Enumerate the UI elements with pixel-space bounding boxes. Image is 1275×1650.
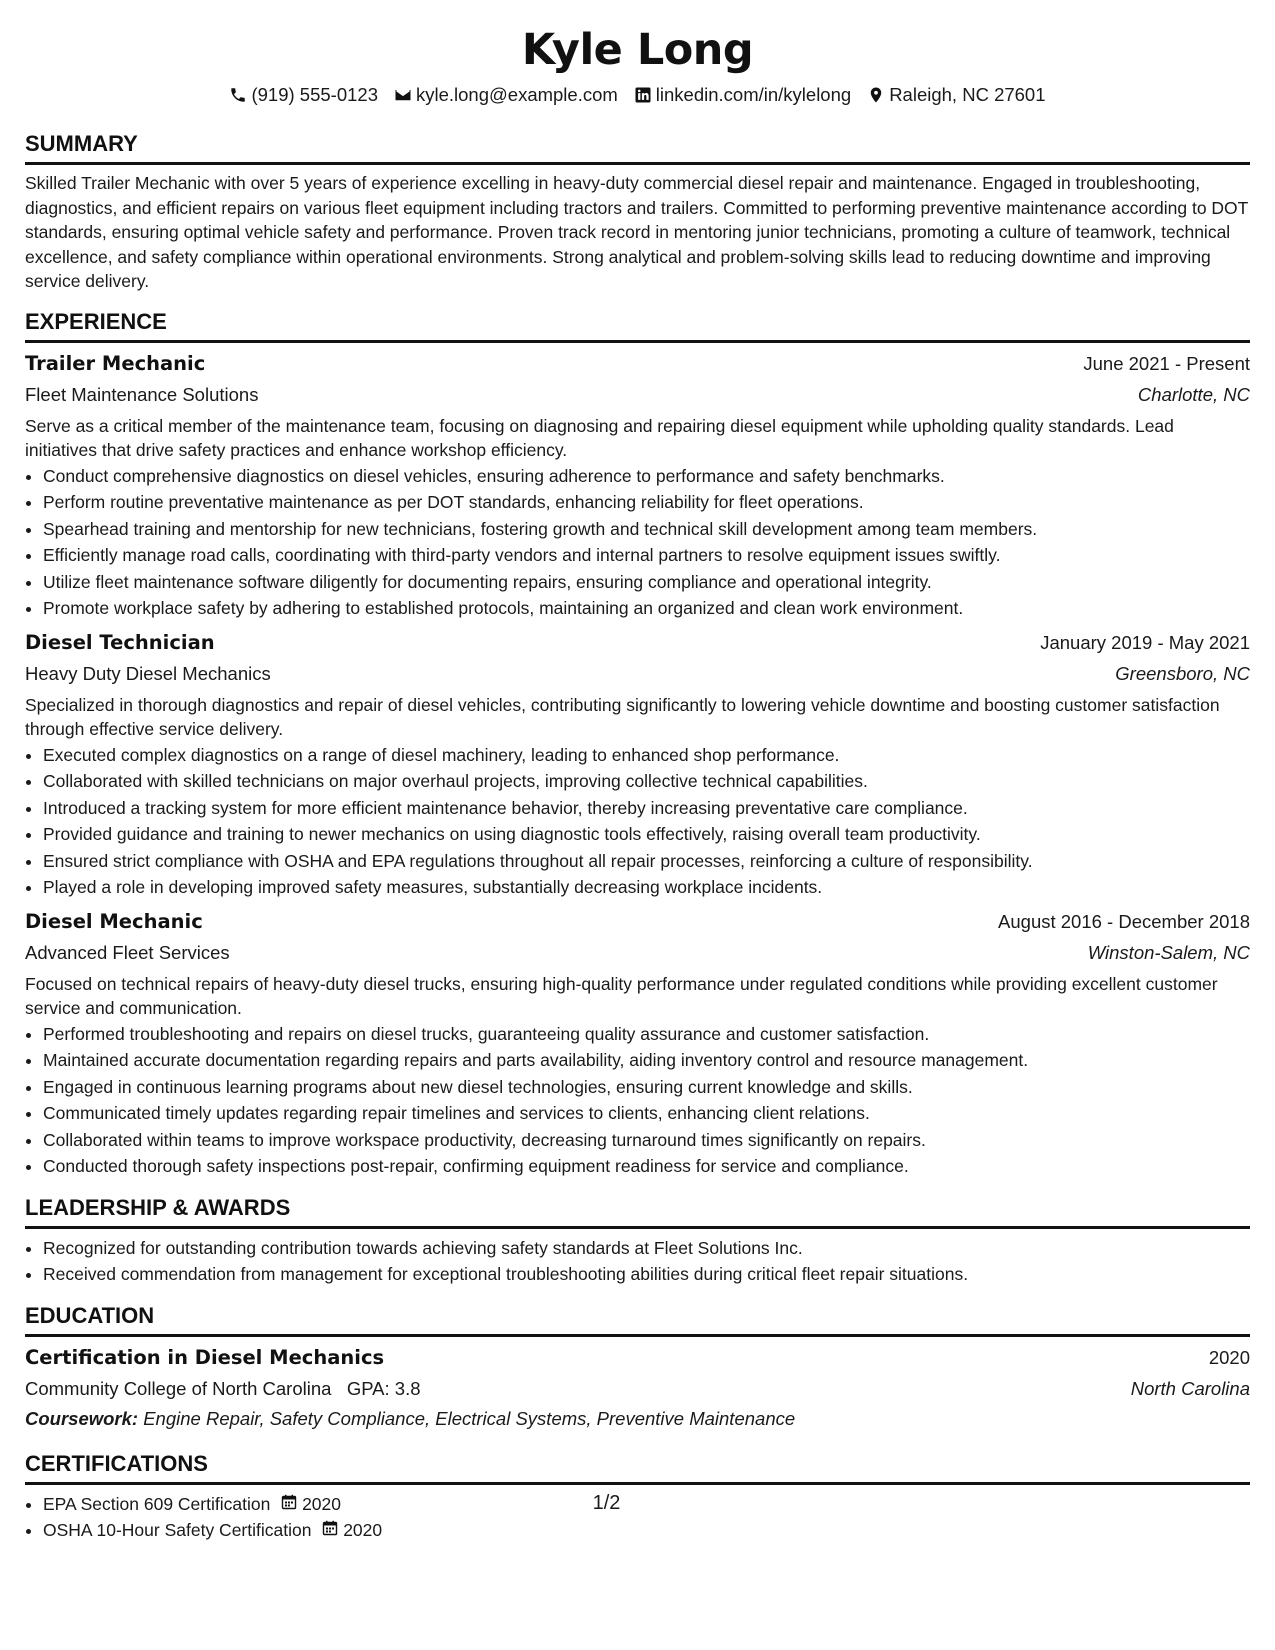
coursework-label: Coursework: — [25, 1407, 139, 1429]
list-item: • Spearhead training and mentorship for new technicians, fostering growth and technical skill development among team members. — [43, 516, 1250, 543]
job-title: Diesel Mechanic — [25, 909, 203, 933]
certification-year: 2020 — [302, 1493, 341, 1514]
summary-section — [25, 130, 1250, 294]
linkedin-icon — [634, 86, 652, 104]
list-item: • Maintained accurate documentation regarding repairs and parts availability, aiding inventory control and resource management. — [43, 1047, 1250, 1074]
experience-section — [25, 308, 1250, 1180]
summary-text: Skilled Trailer Mechanic with over 5 years of experience excelling in heavy-duty commercial diesel repair and maintenance. Engaged in troubleshooting, diagnostics, and efficient repairs on various fleet equipment including tractors and trailers. Committed to performing preventive maintenance according to DOT standards, ensuring optimal vehicle safety and performance. Proven track record in mentoring junior technicians, promoting a culture of teamwork, technical excellence, and safety compliance within operational environments. Strong analytical and problem-solving skills lead to reducing downtime and improving service delivery. — [25, 173, 1249, 291]
location-text: Raleigh, NC 27601 — [889, 84, 1046, 105]
job-bullets — [25, 463, 1250, 622]
list-item: • Utilize fleet maintenance software diligently for documenting repairs, ensuring compliance and operational integrity. — [43, 569, 1250, 596]
leadership-bullets — [25, 1235, 1250, 1288]
list-item: • Engaged in continuous learning programs about new diesel technologies, ensuring current knowledge and skills. — [43, 1074, 1250, 1101]
list-item: • Provided guidance and training to newer mechanics on using diagnostic tools effectively, raising overall team productivity. — [43, 821, 1250, 848]
job-dates: January 2019 - May 2021 — [1040, 631, 1250, 653]
phone-icon — [229, 86, 247, 104]
job-entry — [25, 907, 1250, 1180]
list-item: • Ensured strict compliance with OSHA and EPA regulations throughout all repair processes, reinforcing a culture of responsibility. — [43, 848, 1250, 875]
education-gpa: GPA: 3.8 — [346, 1377, 421, 1399]
contact-bar — [25, 82, 1250, 108]
list-item: • Conducted thorough safety inspections post-repair, confirming equipment readiness for service and compliance. — [43, 1153, 1250, 1180]
list-item: • Efficiently manage road calls, coordinating with third-party vendors and internal partners to resolve equipment issues swiftly. — [43, 542, 1250, 569]
resume-page — [25, 0, 1250, 1544]
job-company: Fleet Maintenance Solutions — [25, 383, 259, 405]
job-description: Serve as a critical member of the maintenance team, focusing on diagnosing and repairing diesel equipment while upholding quality standards. Lead initiatives that drive safety practices and enhance workshop efficiency. — [25, 415, 1174, 460]
job-dates: August 2016 - December 2018 — [998, 910, 1250, 932]
contact-location — [867, 84, 1045, 106]
email-text[interactable]: kyle.long@example.com — [415, 84, 618, 105]
contact-linkedin[interactable] — [634, 84, 851, 106]
contact-email[interactable] — [394, 84, 618, 106]
job-description: Focused on technical repairs of heavy-duty diesel trucks, ensuring high-quality performance under regulated conditions while providing excellent customer service and communication. — [25, 973, 1218, 1018]
education-school: Community College of North Carolina — [25, 1377, 332, 1399]
certification-year: 2020 — [343, 1520, 383, 1540]
section-title-summary: SUMMARY — [25, 130, 1250, 165]
education-year: 2020 — [1208, 1346, 1250, 1368]
job-bullets — [25, 1021, 1250, 1180]
list-item: • Perform routine preventative maintenance as per DOT standards, enhancing reliability for fleet operations. — [43, 489, 1250, 516]
list-item: • Communicated timely updates regarding repair timelines and services to clients, enhancing client relations. — [43, 1100, 1250, 1127]
section-title-leadership: LEADERSHIP & AWARDS — [25, 1194, 1250, 1229]
job-title: Trailer Mechanic — [25, 351, 206, 375]
list-item: • Promote workplace safety by adhering to established protocols, maintaining an organized and clean work environment. — [43, 595, 1250, 622]
list-item: • Collaborated with skilled technicians on major overhaul projects, improving collective technical capabilities. — [43, 768, 1250, 795]
job-location: Winston-Salem, NC — [1087, 941, 1250, 963]
certification-name: OSHA 10-Hour Safety Certification — [43, 1520, 312, 1540]
list-item: • Performed troubleshooting and repairs on diesel trucks, guaranteeing quality assurance and customer satisfaction. — [43, 1021, 1250, 1048]
job-bullets — [25, 742, 1250, 901]
list-item: • Played a role in developing improved safety measures, substantially decreasing workplace incidents. — [43, 874, 1250, 901]
education-coursework — [25, 1404, 1250, 1434]
list-item — [43, 1517, 1250, 1544]
section-title-certifications: CERTIFICATIONS — [25, 1450, 1250, 1485]
contact-phone — [229, 84, 378, 106]
phone-text: (919) 555-0123 — [251, 84, 378, 105]
job-company: Advanced Fleet Services — [25, 941, 230, 963]
job-description: Specialized in thorough diagnostics and repair of diesel vehicles, contributing significantly to lowering vehicle downtime and boosting customer satisfaction through effective service delivery. — [25, 694, 1220, 739]
list-item: • Collaborated within teams to improve workspace productivity, decreasing turnaround times significantly on repairs. — [43, 1127, 1250, 1154]
job-title: Diesel Technician — [25, 630, 215, 654]
job-entry — [25, 349, 1250, 622]
education-school-line — [25, 1374, 421, 1404]
education-degree: Certification in Diesel Mechanics — [25, 1345, 385, 1369]
list-item: • Recognized for outstanding contribution towards achieving safety standards at Fleet Solutions Inc. — [43, 1235, 1250, 1262]
section-title-education: EDUCATION — [25, 1302, 1250, 1337]
envelope-icon — [394, 86, 412, 104]
map-pin-icon — [867, 86, 885, 104]
list-item: • Received commendation from management for exceptional troubleshooting abilities during critical fleet repair situations. — [43, 1261, 1250, 1288]
linkedin-text[interactable]: linkedin.com/in/kylelong — [655, 84, 852, 105]
education-section — [25, 1302, 1250, 1434]
leadership-section — [25, 1194, 1250, 1288]
section-title-experience: EXPERIENCE — [25, 308, 1250, 343]
page-number: 1/2 — [592, 1492, 621, 1514]
job-location: Greensboro, NC — [1115, 662, 1250, 684]
certification-name: EPA Section 609 Certification — [43, 1493, 271, 1514]
education-location: North Carolina — [1130, 1377, 1250, 1399]
list-item: • Introduced a tracking system for more efficient maintenance behavior, thereby increasing preventative care compliance. — [43, 795, 1250, 822]
candidate-name: Kyle Long — [521, 25, 754, 75]
job-location: Charlotte, NC — [1137, 383, 1250, 405]
calendar-icon — [322, 1520, 338, 1536]
job-dates: June 2021 - Present — [1083, 352, 1250, 374]
list-item: • Executed complex diagnostics on a range of diesel machinery, leading to enhanced shop performance. — [43, 742, 1250, 769]
coursework-list: Engine Repair, Safety Compliance, Electrical Systems, Preventive Maintenance — [143, 1407, 796, 1429]
list-item: • Conduct comprehensive diagnostics on diesel vehicles, ensuring adherence to performance and safety benchmarks. — [43, 463, 1250, 490]
job-entry — [25, 628, 1250, 901]
job-company: Heavy Duty Diesel Mechanics — [25, 662, 271, 684]
